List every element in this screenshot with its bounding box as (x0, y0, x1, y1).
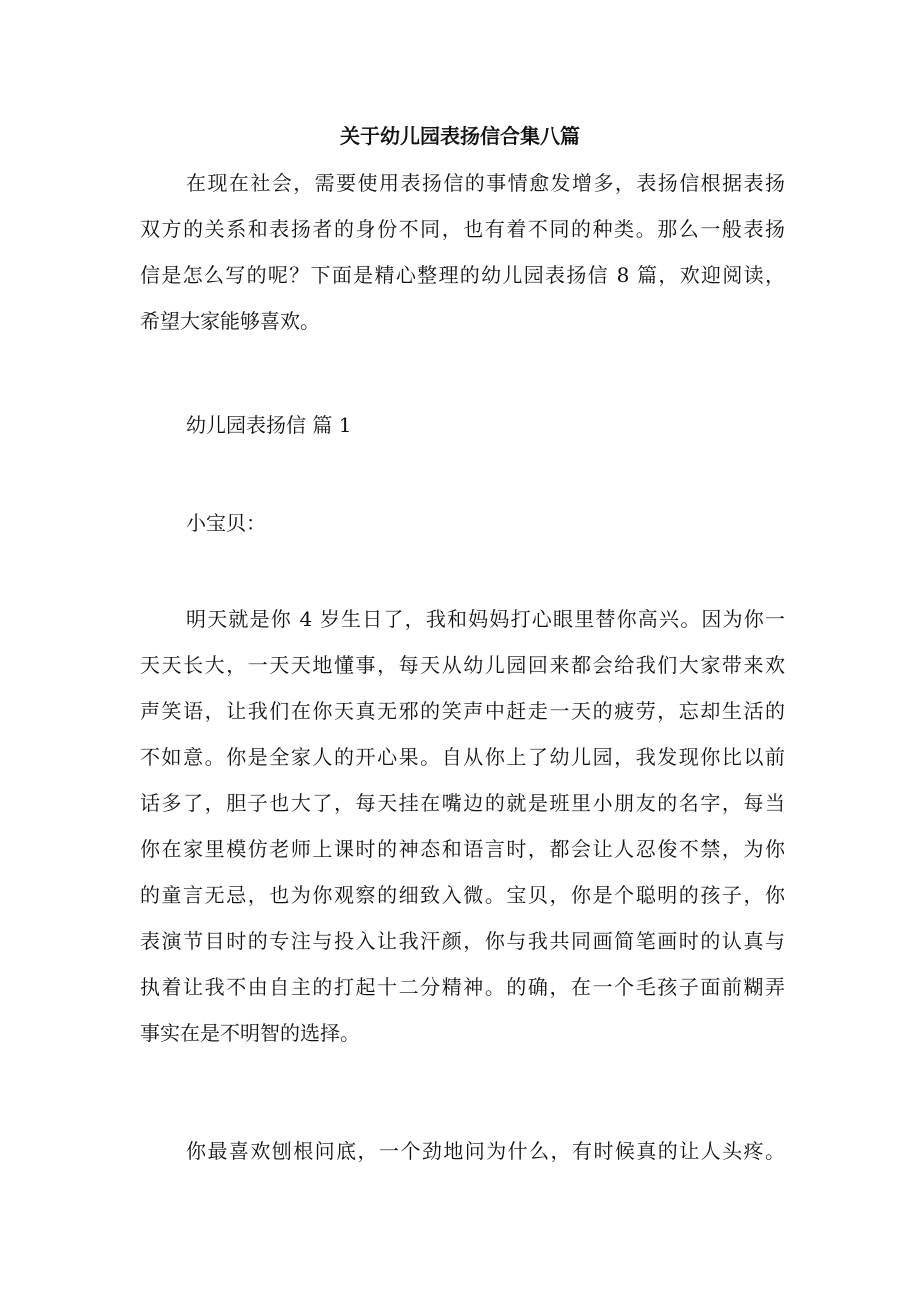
paragraph-line: 事实在是不明智的选择。 (140, 1021, 360, 1045)
paragraph-line: 表演节目时的专注与投入让我汗颜，你与我共同画简笔画时的认真与 (140, 929, 785, 953)
intro-line: 双方的关系和表扬者的身份不同，也有着不同的种类。那么一般表扬 (140, 217, 785, 241)
body-paragraph-2 (140, 1128, 785, 1174)
paragraph-line: 执着让我不由自主的打起十二分精神。的确，在一个毛孩子面前糊弄 (140, 975, 785, 999)
salutation-block (140, 500, 785, 546)
body-paragraph-1 (140, 596, 785, 1056)
intro-paragraph (140, 160, 785, 344)
paragraph-line: 你在家里模仿老师上课时的神态和语言时，都会让人忍俊不禁，为你 (140, 837, 785, 861)
paragraph-line: 不如意。你是全家人的开心果。自从你上了幼儿园，我发现你比以前 (140, 745, 785, 769)
paragraph-line: 明天就是你 4 岁生日了，我和妈妈打心眼里替你高兴。因为你一 (186, 607, 785, 631)
intro-line: 希望大家能够喜欢。 (140, 309, 320, 333)
paragraph-line: 的童言无忌，也为你观察的细致入微。宝贝，你是个聪明的孩子，你 (140, 883, 785, 907)
paragraph-line: 天天长大，一天天地懂事，每天从幼儿园回来都会给我们大家带来欢 (140, 653, 785, 677)
document-title: 关于幼儿园表扬信合集八篇 (340, 124, 580, 148)
intro-line: 信是怎么写的呢？下面是精心整理的幼儿园表扬信 8 篇，欢迎阅读， (140, 263, 785, 287)
section-heading: 幼儿园表扬信 篇 1 (186, 413, 352, 437)
intro-line: 在现在社会，需要使用表扬信的事情愈发增多，表扬信根据表扬 (186, 171, 785, 195)
section-heading-block (140, 402, 785, 448)
paragraph-line: 声笑语，让我们在你天真无邪的笑声中赶走一天的疲劳，忘却生活的 (140, 699, 785, 723)
paragraph-line: 话多了，胆子也大了，每天挂在嘴边的就是班里小朋友的名字，每当 (140, 791, 785, 815)
salutation: 小宝贝： (186, 511, 266, 535)
paragraph-line: 你最喜欢刨根问底，一个劲地问为什么，有时候真的让人头疼。 (186, 1139, 785, 1163)
